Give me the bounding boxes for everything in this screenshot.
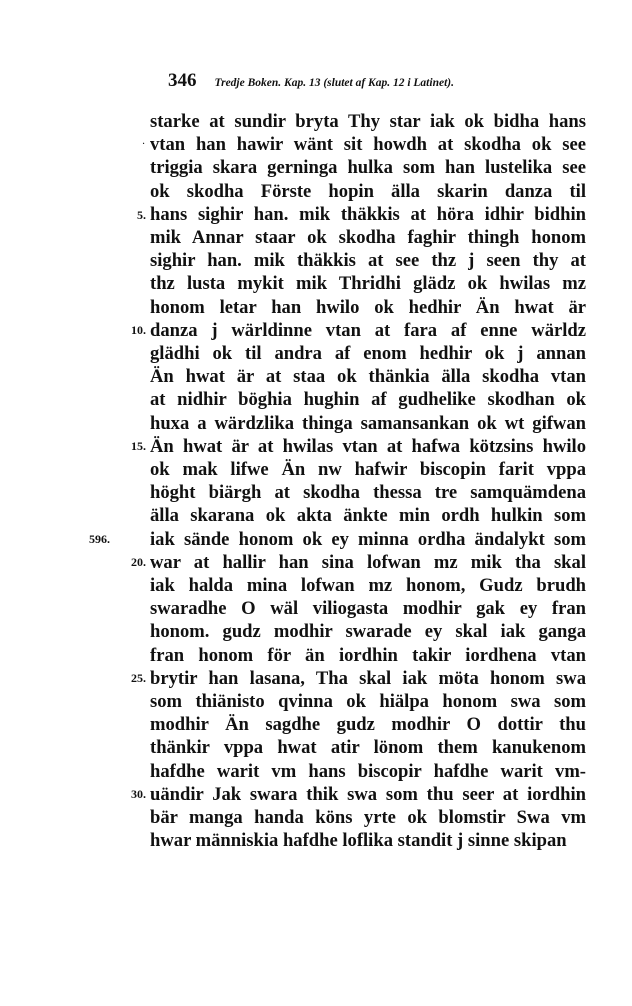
text-line: hwar människia hafdhe loflika standit j sinne skipan xyxy=(150,830,567,852)
line-number: 5. xyxy=(137,208,146,222)
line-number: 20. xyxy=(131,555,146,569)
line-number: 15. xyxy=(131,439,146,453)
text-line: höght biärgh at skodha thessa tre samquämdena xyxy=(150,482,586,504)
text-line: honom. gudz modhir swarade ey skal iak ganga xyxy=(150,621,586,643)
text-line: glädhi ok til andra af enom hedhir ok j annan xyxy=(150,343,586,364)
text-line: ok mak lifwe Än nw hafwir biscopin farit vppa xyxy=(150,459,586,480)
line-number: 25. xyxy=(131,671,146,685)
text-line: älla skarana ok akta änkte min ordh hulkin som xyxy=(150,505,586,527)
text-line: thz lusta mykit mik Thridhi glädz ok hwilas mz xyxy=(150,273,586,295)
text-line: danza j wärldinne vtan at fara af enne wärldz xyxy=(150,319,586,341)
running-head: Tredje Boken. Kap. 13 (slutet af Kap. 12 i Latinet). xyxy=(214,77,454,89)
text-line: honom letar han hwilo ok hedhir Än hwat är xyxy=(150,296,586,318)
text-line: Än hwat är at staa ok thänkia älla skodha vtan xyxy=(150,366,586,388)
text-line: som thiänisto qvinna ok hiälpa honom swa som xyxy=(150,691,586,712)
text-line: at nidhir böghia hughin af gudhelike skodhan ok xyxy=(150,389,586,411)
text-line: brytir han lasana, Tha skal iak möta honom swa xyxy=(150,667,586,689)
line-number: 30. xyxy=(131,787,146,801)
text-line: modhir Än sagdhe gudz modhir O dottir thu xyxy=(150,714,586,736)
text-line: mik Annar staar ok skodha faghir thingh honom xyxy=(150,227,586,248)
text-line: sighir han. mik thäkkis at see thz j seen thy at xyxy=(150,250,586,272)
text-line: swaradhe O wäl viliogasta modhir gak ey fran xyxy=(150,598,586,620)
text-line: war at hallir han sina lofwan mz mik tha skal xyxy=(150,551,586,573)
page-number: 346 xyxy=(168,70,197,91)
text-line: fran honom för än iordhin takir iordhena vtan xyxy=(150,644,586,666)
margin-reference: 596. xyxy=(89,532,110,546)
text-line: bär manga handa köns yrte ok blomstir Swa vm xyxy=(150,807,586,828)
text-line: starke at sundir bryta Thy star iak ok bidha hans xyxy=(150,111,586,132)
text-line: thänkir vppa hwat atir lönom them kanukenom xyxy=(150,737,586,759)
text-line: Än hwat är at hwilas vtan at hafwa kötzsins hwilo xyxy=(150,435,586,457)
text-line: triggia skara gerninga hulka som han lustelika see xyxy=(150,157,586,179)
text-line: huxa a wärdzlika thinga samansankan ok wt gifwan xyxy=(150,412,586,434)
text-line: hafdhe warit vm hans biscopir hafdhe warit vm- xyxy=(150,760,586,782)
page-header xyxy=(168,70,454,92)
text-line: uändir Jak swara thik swa som thu seer at iordhin xyxy=(150,783,586,805)
line-number: 10. xyxy=(131,323,146,337)
text-line: hans sighir han. mik thäkkis at höra idhir bidhin xyxy=(150,203,586,225)
text-line: iak sände honom ok ey minna ordha ändalykt som xyxy=(150,528,586,550)
stray-dot-mark: · xyxy=(142,139,146,150)
text-line: iak halda mina lofwan mz honom, Gudz brudh xyxy=(150,575,586,596)
text-line: ok skodha Förste hopin älla skarin danza til xyxy=(150,180,586,202)
text-line: vtan han hawir wänt sit howdh at skodha ok see xyxy=(150,134,586,156)
